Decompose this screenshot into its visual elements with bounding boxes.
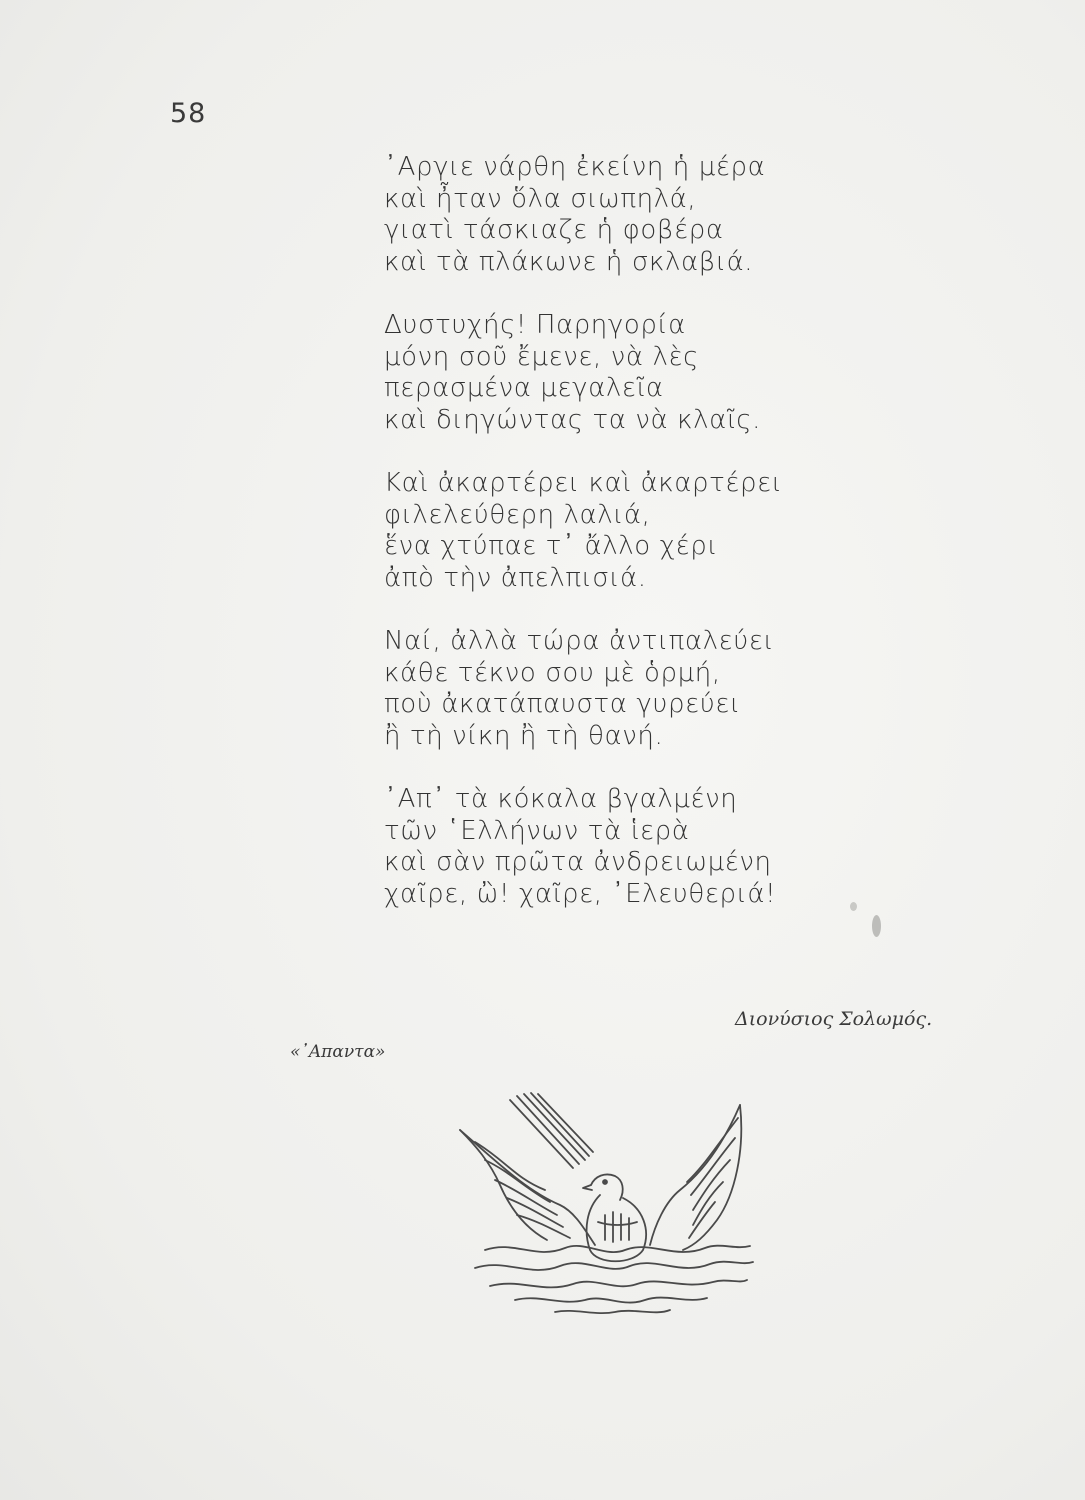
poem [384,152,904,942]
poem-line: τῶν ῾Ελλήνων τὰ ἱερὰ [384,815,690,846]
poem-line: ᾽Αργιε νάρθη ἐκείνη ἡ μέρα [384,152,766,182]
poem-line: Καὶ ἀκαρτέρει καὶ ἀκαρτέρει [384,468,783,498]
stanza-5 [384,784,904,910]
poem-line: Ναί, ἀλλὰ τώρα ἀντιπαλεύει [384,626,775,656]
phoenix-icon [455,1090,765,1325]
poem-line: ποὺ ἀκατάπαυστα γυρεύει [384,689,741,719]
stanza-4 [384,626,904,752]
poem-line: καὶ ἦταν ὅλα σιωπηλά, [384,183,697,214]
poem-line: ἢ τὴ νίκη ἢ τὴ θανή. [384,720,664,751]
poem-line: περασμένα μεγαλεῖα [384,373,664,403]
stanza-1 [384,152,904,278]
poem-line: ᾽Απ᾽ τὰ κόκαλα βγαλμένη [384,784,738,814]
poem-line: ἕνα χτύπαε τ᾽ ἄλλο χέρι [384,531,718,561]
paper-speck [872,915,881,937]
paper-speck [850,902,857,911]
poem-line: ἀπὸ τὴν ἀπελπισιά. [384,562,647,593]
poem-line: Δυστυχής! Παρηγορία [384,310,686,340]
poem-line: καὶ σὰν πρῶτα ἀνδρειωμένη [384,847,772,877]
poem-line: γιατὶ τάσκιαζε ἡ φοβέρα [384,215,724,245]
poem-line: χαῖρε, ὢ! χαῖρε, ᾽Ελευθεριά! [384,878,777,909]
poem-line: καὶ διηγώντας τα νὰ κλαῖς. [384,404,761,435]
stanza-3 [384,468,904,594]
source-citation: «᾽Απαντα» [290,1042,386,1062]
poem-line: μόνη σοῦ ἔμενε, νὰ λὲς [384,341,699,372]
poem-line: κάθε τέκνο σου μὲ ὁρμή, [384,657,721,688]
stanza-2 [384,310,904,436]
poem-line: καὶ τὰ πλάκωνε ἡ σκλαβιά. [384,246,754,277]
page-number: 58 [170,98,207,129]
author-signature: Διονύσιος Σολωμός. [735,1008,933,1030]
poem-line: φιλελεύθερη λαλιά, [384,499,651,530]
